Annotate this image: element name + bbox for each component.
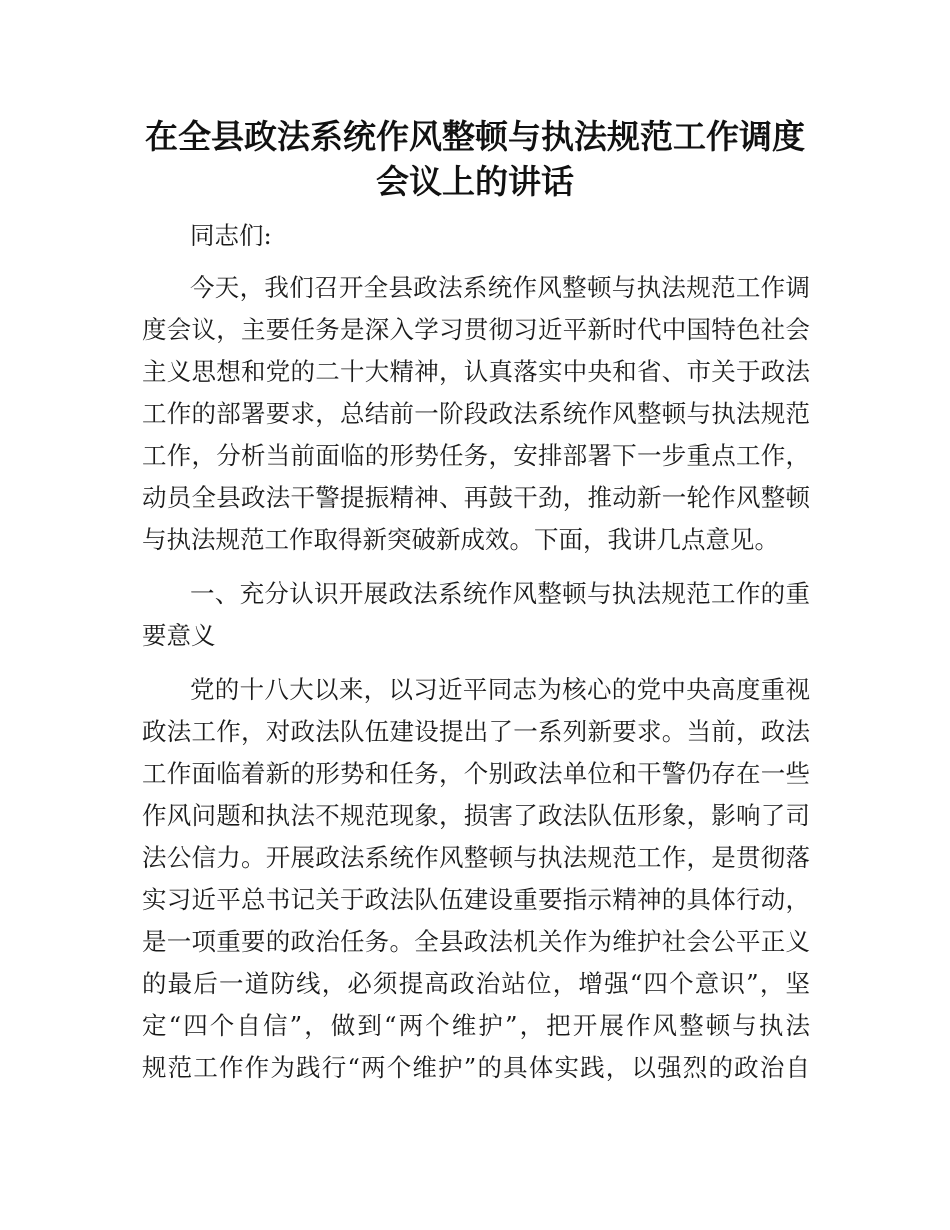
salutation: 同志们:: [190, 221, 272, 250]
paragraph-1-line-5: 工作，分析当前面临的形势任务，安排部署下一步重点工作，: [142, 441, 810, 470]
paragraph-1-line-7: 与执法规范工作取得新突破新成效。下面，我讲几点意见。: [142, 525, 779, 554]
paragraph-1-line-3: 主义思想和党的二十大精神，认真落实中央和省、市关于政法: [142, 357, 810, 386]
paragraph-2-line-3: 工作面临着新的形势和任务，个别政法单位和干警仍存在一些: [142, 759, 810, 788]
document-title-line-1: 在全县政法系统作风整顿与执法规范工作调度: [145, 117, 805, 156]
paragraph-2-line-6: 实习近平总书记关于政法队伍建设重要指示精神的具体行动，: [142, 885, 810, 914]
paragraph-2-line-9: 定“四个自信”，做到“两个维护”，把开展作风整顿与执法: [142, 1011, 810, 1040]
paragraph-2-line-1: 党的十八大以来，以习近平同志为核心的党中央高度重视: [190, 675, 810, 704]
paragraph-1-line-2: 度会议，主要任务是深入学习贯彻习近平新时代中国特色社会: [142, 315, 810, 344]
section-heading-1-line-2: 要意义: [142, 621, 216, 650]
paragraph-2-line-7: 是一项重要的政治任务。全县政法机关作为维护社会公平正义: [142, 927, 810, 956]
paragraph-1-line-4: 工作的部署要求，总结前一阶段政法系统作风整顿与执法规范: [142, 399, 810, 428]
paragraph-1-line-1: 今天，我们召开全县政法系统作风整顿与执法规范工作调: [190, 273, 810, 302]
paragraph-1-line-6: 动员全县政法干警提振精神、再鼓干劲，推动新一轮作风整顿: [142, 483, 810, 512]
paragraph-2-line-10: 规范工作作为践行“两个维护”的具体实践，以强烈的政治自: [142, 1053, 810, 1082]
paragraph-2-line-5: 法公信力。开展政法系统作风整顿与执法规范工作，是贯彻落: [142, 843, 810, 872]
paragraph-2-line-2: 政法工作，对政法队伍建设提出了一系列新要求。当前，政法: [142, 717, 810, 746]
document-title-line-2: 会议上的讲话: [376, 162, 574, 201]
section-heading-1-line-1: 一、充分认识开展政法系统作风整顿与执法规范工作的重: [190, 579, 810, 608]
paragraph-2-line-8: 的最后一道防线，必须提高政治站位，增强“四个意识”，坚: [142, 969, 810, 998]
paragraph-2-line-4: 作风问题和执法不规范现象，损害了政法队伍形象，影响了司: [142, 801, 810, 830]
